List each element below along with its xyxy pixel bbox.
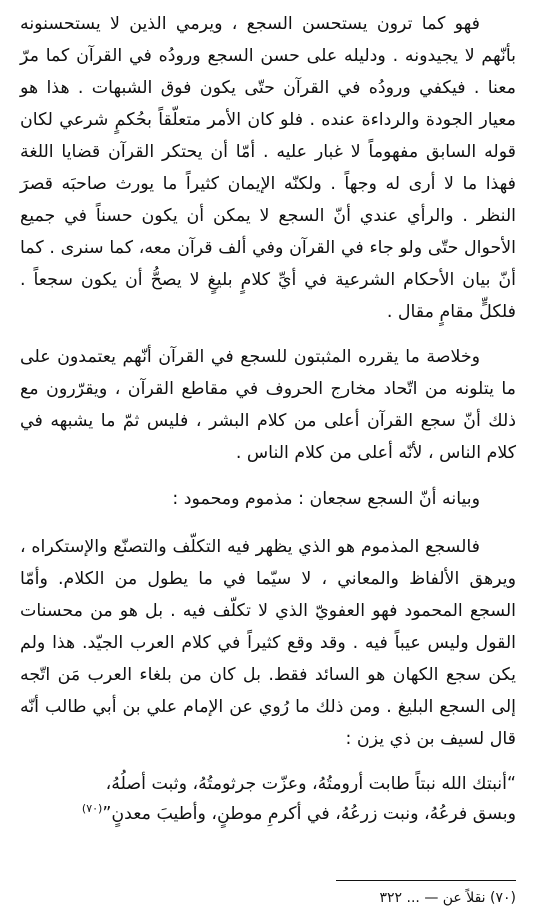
footnote-divider: [336, 880, 516, 881]
quotation-block: [20, 769, 516, 829]
paragraph-2: وخلاصة ما يقرره المثبتون للسجع في القرآن أنّهم يعتمدون على ما يتلونه من اتّحاد مخارج الحروف في مقاطع القرآن ، ويقرّرون مع ذلك أنّ سجع القرآن أعلى من كلام البشر ، فليس ثمّ ما يشبهه في كلام الناس ، لأنّه أعلى من كلام الناس .: [20, 347, 516, 463]
footnote-marker: (٧٠): [81, 802, 103, 816]
paragraph-3: وبيانه أنّ السجع سجعان : مذموم ومحمود :: [172, 489, 480, 509]
quotation-line-2-text: وبسق فرعُهُ، ونبت زرعُهُ، في أكرمِ موطنٍ، وأطيبَ معدنٍ”: [102, 804, 516, 824]
footnote: (٧٠) نقلاً عن — ... ٣٢٢: [379, 890, 516, 906]
quotation-line-2: [20, 799, 516, 829]
paragraph-1: فهو كما ترون يستحسن السجع ، ويرمي الذين لا يستحسنونه بأنّهم لا يجيدونه . ودليله على حسن السجع ورودُه في القرآن كما مرّ معنا . فيكفي ورودُه في القرآن حتّى يكون فوق الشبهات . هذا هو معيار الجودة والرداءة عنده . فلو كان الأمر متعلّقاً بحُكمٍ شرعي لكان قوله السابق مفهوماً لا غبار عليه . أمّا أن يحتكر القرآن قضايا اللغة فهذا ما لا أرى له وجهاً . ولكنّه الإيمان كثيراً ما يورث صاحبَه قصرَ النظر . والرأي عندي أنّ السجع لا يمكن أن يكون حسناً في جميع الأحوال حتّى ولو جاء في القرآن وفي ألف قرآن معه، كما سنرى . كما أنّ بيان الأحكام الشرعية في أيِّ كلامٍ بليغٍ لا يصحُّ أن يكون سجعاً . فلكلٍّ مقامٍ مقال .: [20, 14, 516, 322]
quotation-line-1: “أنبتك الله نبتاً طابت أرومتُهُ، وعزّت جرثومتُهُ، وثبت أصلُهُ،: [105, 774, 516, 794]
paragraph-4: فالسجع المذموم هو الذي يظهر فيه التكلّف والتصنّع والإستكراه ، ويرهق الألفاظ والمعاني ، لا سيّما في ما يطول من الكلام. وأمّا السجع المحمود فهو العفويّ الذي لا تكلّف فيه . بل هو من محسنات القول وليس عيباً فيه . وقد وقع كثيراً في كلام العرب الجيّد. هذا ولم يكن سجع الكهان هو السائد فقط. بل كان من بلغاء العرب مَن اتّجه إلى السجع البليغ . ومن ذلك ما رُوي عن الإمام علي بن أبي طالب أنّه قال لسيف بن ذي يزن :: [20, 537, 516, 749]
